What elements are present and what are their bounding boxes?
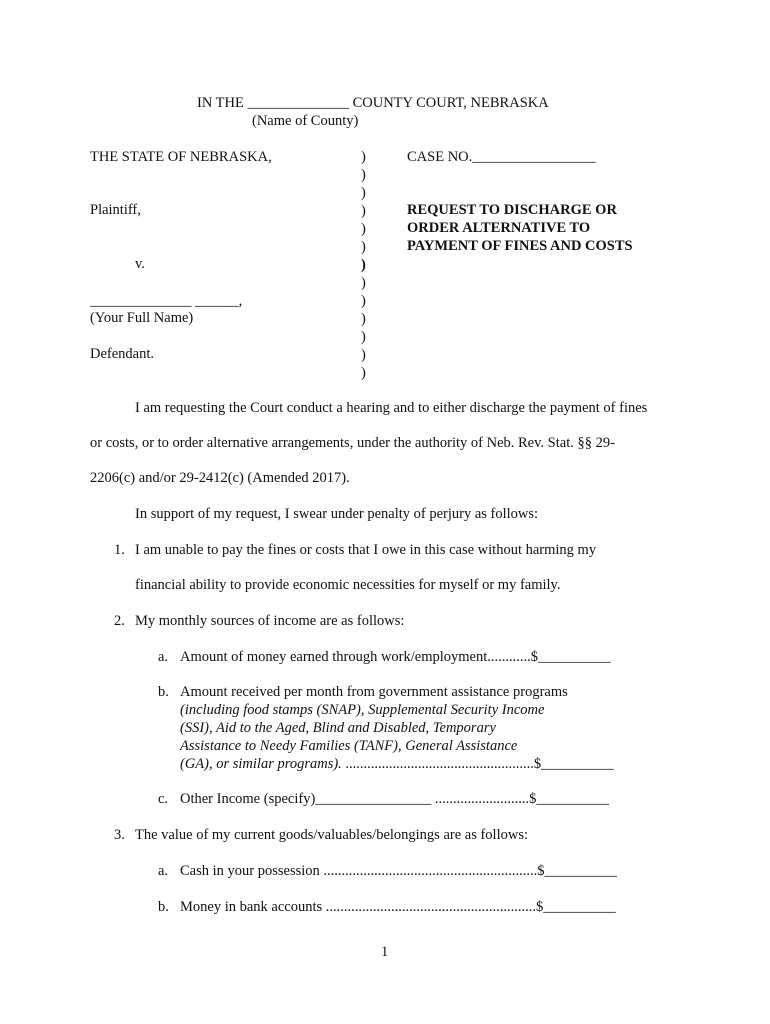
caption-paren: ) [361, 311, 366, 327]
item-1-number: 1. [114, 542, 125, 558]
caption-paren: ) [361, 167, 366, 183]
document-title-line: REQUEST TO DISCHARGE OR [407, 202, 617, 218]
document-title [407, 201, 633, 255]
item-2b-line-5: (GA), or similar programs). [180, 756, 342, 772]
caption-paren: ) [361, 203, 366, 219]
item-2b-amount: ....................................................$__________ [341, 756, 614, 772]
caption-paren: ) [361, 275, 366, 291]
item-2b-line-3: (SSI), Aid to the Aged, Blind and Disabled, Temporary [180, 720, 496, 736]
plaintiff-name: THE STATE OF NEBRASKA, [90, 149, 272, 165]
other-income-field[interactable]: Other Income (specify)________________ ..........................$__________ [180, 791, 609, 807]
defendant-label: Defendant. [90, 346, 155, 362]
support-statement: In support of my request, I swear under penalty of perjury as follows: [135, 506, 539, 522]
government-assistance-field[interactable] [180, 755, 614, 773]
intro-line-2: or costs, or to order alternative arrangements, under the authority of Neb. Rev. Stat. §§ 29- [90, 435, 615, 451]
caption-paren: ) [361, 257, 366, 273]
item-2-number: 2. [114, 613, 125, 629]
cash-field[interactable]: Cash in your possession ...........................................................$__________ [180, 863, 618, 879]
item-3-text: The value of my current goods/valuables/belongings are as follows: [135, 827, 529, 843]
defendant-name-hint: (Your Full Name) [90, 310, 194, 326]
caption-divider [361, 148, 373, 382]
bank-accounts-field[interactable]: Money in bank accounts ..........................................................$__________ [180, 899, 616, 915]
item-2c-label: c. [158, 791, 169, 807]
document-title-line: ORDER ALTERNATIVE TO [407, 220, 591, 236]
county-hint: (Name of County) [252, 113, 359, 129]
item-1-line-2: financial ability to provide economic necessities for myself or my family. [135, 577, 561, 593]
item-2-text: My monthly sources of income are as follows: [135, 613, 405, 629]
earned-income-field[interactable]: Amount of money earned through work/employment............$__________ [180, 649, 611, 665]
caption-paren: ) [361, 221, 366, 237]
intro-line-1: I am requesting the Court conduct a hearing and to either discharge the payment of fines [135, 400, 648, 416]
caption-paren: ) [361, 347, 366, 363]
item-2b-line-4: Assistance to Needy Families (TANF), General Assistance [180, 738, 518, 754]
item-2b-label: b. [158, 684, 169, 700]
item-1-line-1: I am unable to pay the fines or costs that I owe in this case without harming my [135, 542, 597, 558]
defendant-name-blank[interactable]: ______________ ______, [90, 293, 243, 309]
intro-line-3: 2206(c) and/or 29-2412(c) (Amended 2017). [90, 470, 350, 486]
page-number: 1 [381, 944, 389, 960]
item-2a-label: a. [158, 649, 169, 665]
plaintiff-label: Plaintiff, [90, 202, 141, 218]
case-number-field[interactable]: CASE NO._________________ [407, 149, 596, 165]
caption-paren: ) [361, 149, 366, 165]
court-heading: IN THE ______________ COUNTY COURT, NEBRASKA [197, 95, 549, 111]
item-3a-label: a. [158, 863, 169, 879]
caption-paren: ) [361, 365, 366, 381]
item-2b-line-1: Amount received per month from government assistance programs [180, 684, 568, 700]
document-title-line: PAYMENT OF FINES AND COSTS [407, 238, 633, 254]
versus: v. [135, 256, 145, 272]
item-3b-label: b. [158, 899, 169, 915]
caption-paren: ) [361, 329, 366, 345]
caption-paren: ) [361, 185, 366, 201]
item-2b-line-2: (including food stamps (SNAP), Supplemental Security Income [180, 702, 545, 718]
caption-paren: ) [361, 239, 366, 255]
caption-paren: ) [361, 293, 366, 309]
item-3-number: 3. [114, 827, 125, 843]
